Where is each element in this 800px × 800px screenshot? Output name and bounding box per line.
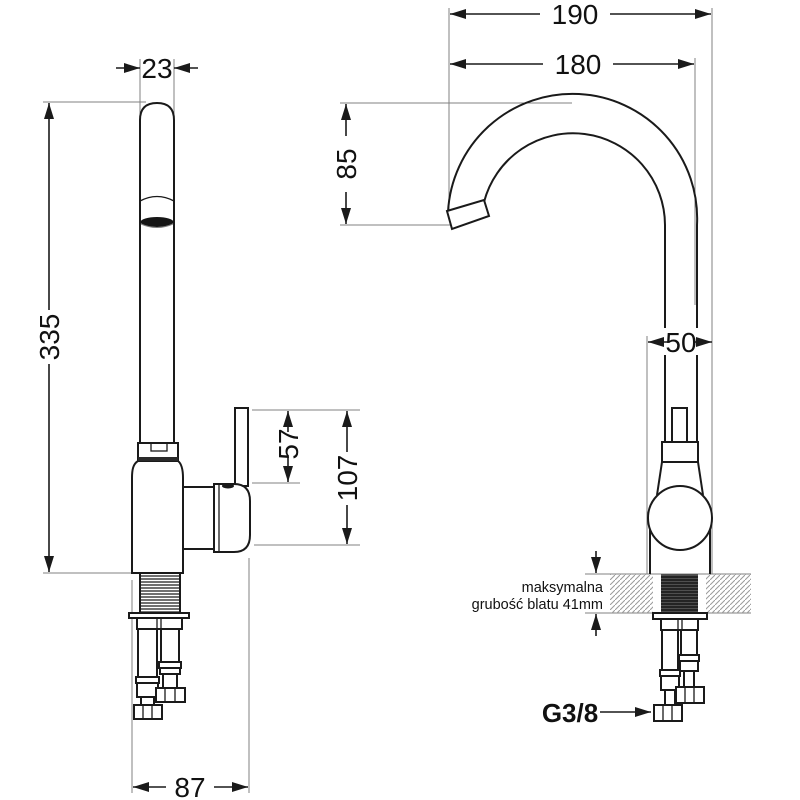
collar-band	[138, 457, 178, 461]
spout-outlet-tip	[447, 200, 489, 229]
mounting-nut-front	[661, 619, 698, 630]
dim-label-lever-57: 57	[273, 428, 304, 460]
handle-lever-side	[235, 408, 248, 486]
countertop-note-line2: grubość blatu 41mm	[471, 597, 603, 613]
gooseneck-inner	[484, 133, 665, 442]
dim-label-reach: 180	[554, 49, 602, 80]
dim-label-body-width: 50	[665, 327, 697, 358]
spout-tube-side	[140, 103, 174, 443]
lever-collar-front	[662, 442, 698, 462]
faucet-body-side	[132, 461, 183, 573]
dim-label-reach-outer: 190	[551, 0, 599, 30]
supply-hoses-side	[134, 629, 185, 719]
gooseneck-outer	[448, 94, 697, 442]
dim-label-total-height: 335	[34, 313, 65, 361]
dim-label-spout-tip-width: 23	[141, 53, 173, 84]
mounting-nut-side	[137, 618, 182, 629]
front-view-faucet	[447, 94, 751, 721]
dim-label-spout-drop: 85	[331, 148, 362, 180]
countertop-note-line1: maksymalna	[521, 580, 603, 596]
dimension-labels	[34, 0, 697, 800]
dim-label-lever-107: 107	[332, 454, 363, 502]
lever-joint	[222, 484, 234, 489]
dim-label-base-depth: 87	[174, 772, 206, 800]
countertop-section	[610, 574, 751, 613]
side-view-faucet	[129, 103, 250, 719]
thread-size-label: G3/8	[541, 698, 599, 728]
valve-body-front	[648, 486, 712, 550]
handle-lever-front	[672, 408, 687, 442]
supply-hoses-front	[654, 630, 704, 721]
threaded-shank-side	[140, 573, 180, 613]
